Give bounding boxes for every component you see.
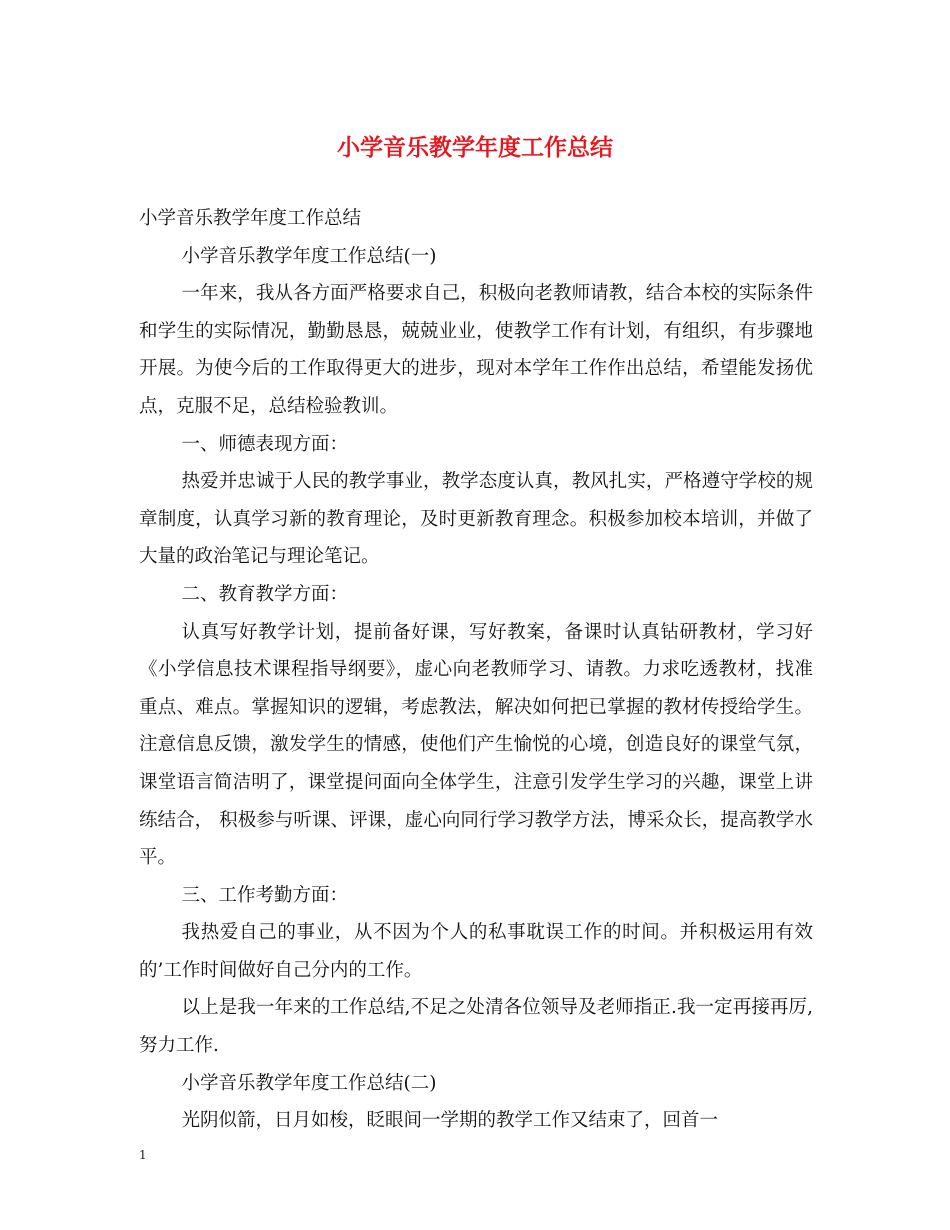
paragraph-heading-attendance: 三、工作考勤方面： [181, 884, 349, 906]
paragraph-closing: 以上是我一年来的工作总结,不足之处清各位领导及老师指正.我一定再接再厉,努力工作. [139, 997, 813, 1057]
document-title: 小学音乐教学年度工作总结 [337, 134, 613, 161]
paragraph-heading-teaching: 二、教育教学方面： [181, 583, 349, 605]
paragraph-attendance: 我热爱自己的事业，从不因为个人的私事耽误工作的时间。并积极运用有效的’工作时间做好自己分内的工作。 [139, 922, 813, 981]
document-body [139, 200, 813, 1140]
paragraph-section-2-intro: 光阴似箭，日月如梭，眨眼间一学期的教学工作又结束了，回首一 [181, 1110, 719, 1132]
paragraph-section-heading-2: 小学音乐教学年度工作总结(二) [181, 1072, 437, 1094]
paragraph-intro: 一年来，我从各方面严格要求自己，积极向老教师请教，结合本校的实际条件和学生的实际情况，勤勤恳恳，兢兢业业，使教学工作有计划，有组织，有步骤地开展。为使今后的工作取得更大的进步，现对本学年工作作出总结，希望能发扬优点，克服不足，总结检验教训。 [139, 283, 813, 417]
paragraph-subtitle: 小学音乐教学年度工作总结 [139, 208, 362, 229]
paragraph-teaching: 认真写好教学计划，提前备好课，写好教案，备课时认真钻研教材，学习好《小学信息技术课程指导纲要》，虚心向老教师学习、请教。力求吃透教材，找准重点、难点。掌握知识的逻辑，考虑教法，解决如何把已掌握的教材传授给学生。注意信息反馈，激发学生的情感，使他们产生愉悦的心境，创造良好的课堂气氛，课堂语言简洁明了，课堂提问面向全体学生，注意引发学生学习的兴趣，课堂上讲练结合， 积极参与听课、评课，虚心向同行学习教学方法，博采众长，提高教学水平。 [139, 621, 813, 869]
page-number: 1 [139, 1148, 147, 1162]
paragraph-ethics: 热爱并忠诚于人民的教学事业，教学态度认真，教风扎实，严格遵守学校的规章制度，认真学习新的教育理论，及时更新教育理念。积极参加校本培训，并做了大量的政治笔记与理论笔记。 [139, 471, 813, 568]
paragraph-heading-ethics: 一、师德表现方面： [181, 433, 349, 455]
paragraph-section-heading-1: 小学音乐教学年度工作总结(一) [181, 245, 437, 267]
